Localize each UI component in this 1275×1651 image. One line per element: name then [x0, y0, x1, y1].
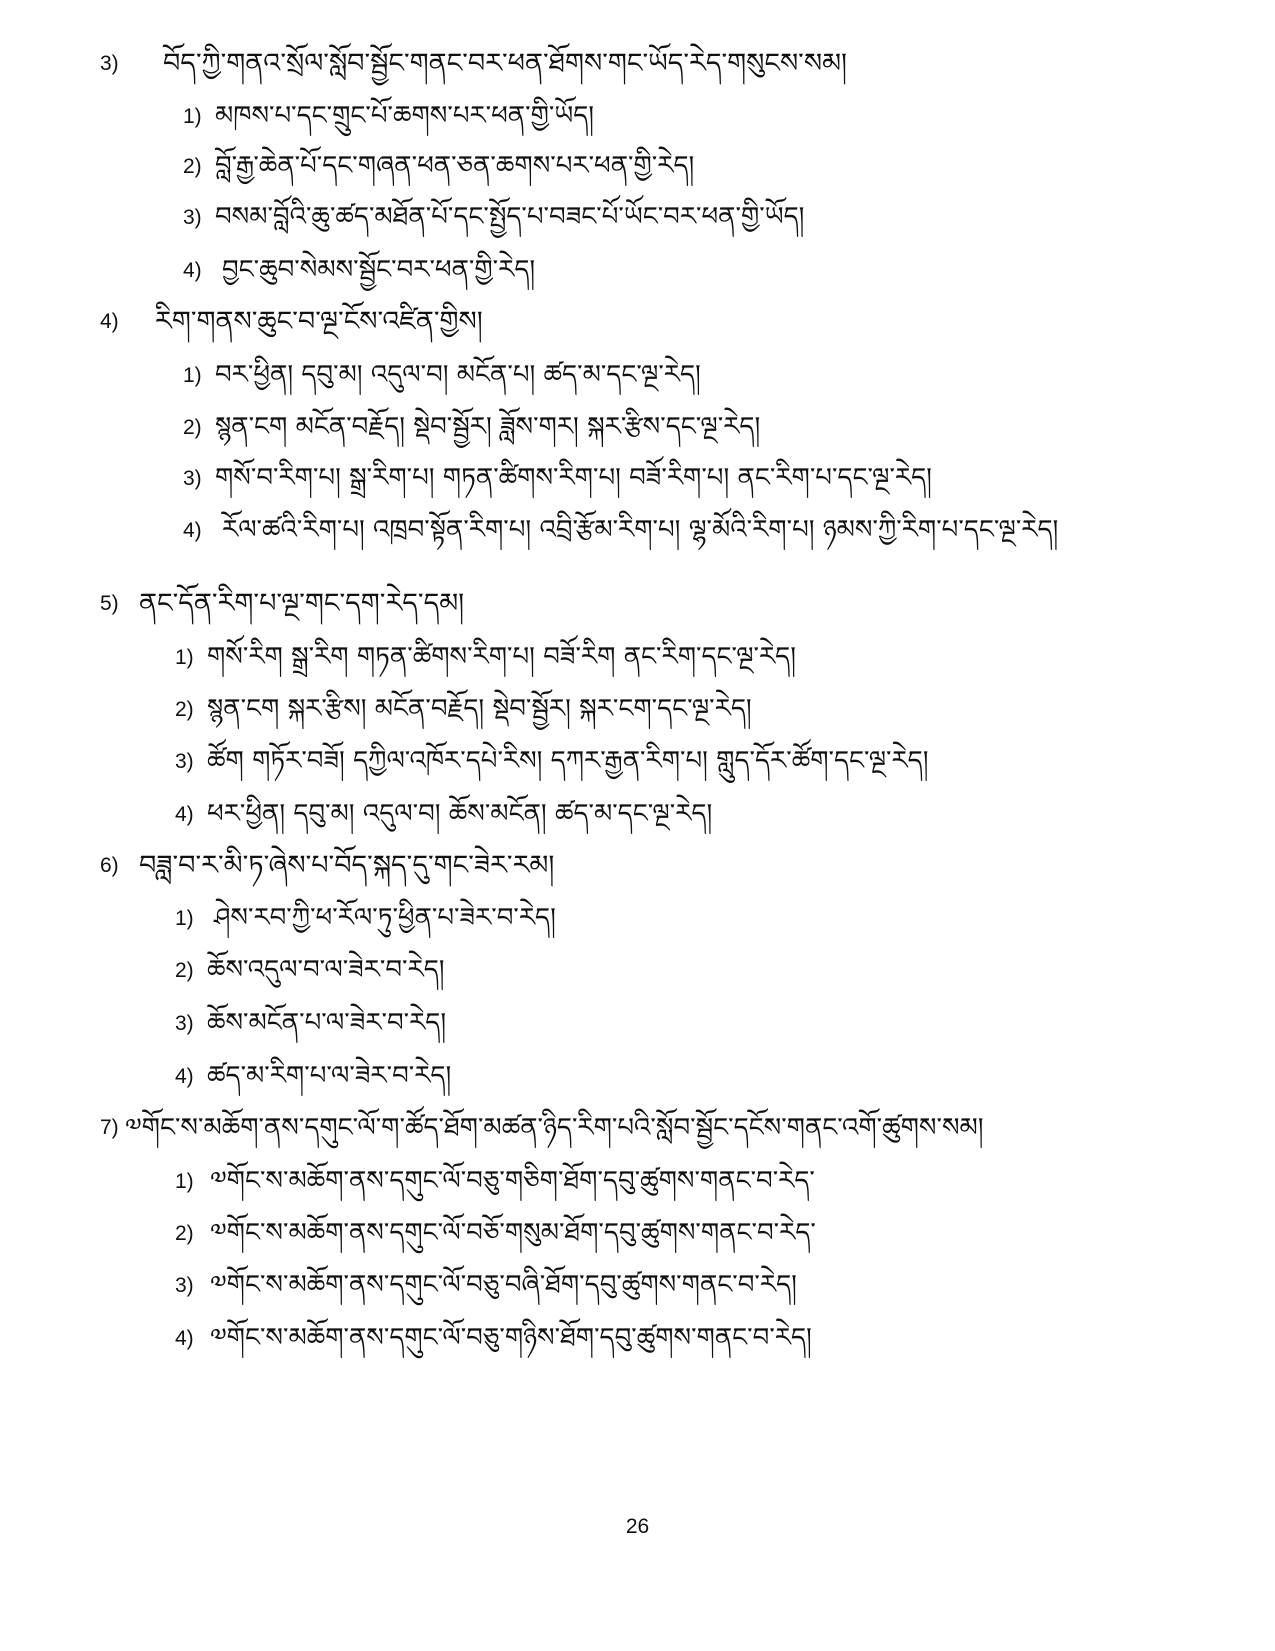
- q3-option-3: [0, 197, 1275, 237]
- question-3: [0, 44, 1275, 84]
- option-number: 1): [175, 907, 194, 930]
- q5-option-4: [0, 794, 1275, 834]
- option-text: མཁས་པ་དང་གྲུང་པོ་ཆགས་པར་ཕན་གྱི་ཡོད།: [215, 101, 595, 131]
- option-text: བྱང་ཆུབ་སེམས་སྦྱོང་བར་ཕན་གྱི་རེད།: [222, 255, 536, 285]
- option-number: 2): [183, 416, 202, 439]
- option-number: 2): [175, 698, 194, 721]
- q6-option-1: [0, 898, 1275, 938]
- option-number: 3): [175, 750, 194, 773]
- option-text: བློ་རྒྱ་ཆེན་པོ་དང་གཞན་ཕན་ཅན་ཆགས་པར་ཕན་གྱི་རེད།: [215, 151, 695, 181]
- option-number: 4): [183, 519, 202, 542]
- q7-option-4: [0, 1318, 1275, 1358]
- option-number: 1): [183, 105, 202, 128]
- option-text: ཤེས་རབ་ཀྱི་ཕ་རོལ་ཏུ་ཕྱིན་པ་ཟེར་བ་རེད།: [214, 903, 556, 933]
- question-number: 5): [100, 592, 119, 615]
- option-text: ཚོག གཏོར་བཟོ། དཀྱིལ་འཁོར་དཔེ་རིས། དཀར་རྒྱན་རིག་པ། གླུད་དོར་ཚོག་དང་ལྔ་རེད།: [207, 746, 929, 776]
- question-7: [0, 1108, 1275, 1148]
- option-text: ༧གོང་ས་མཆོག་ནས་དགུང་ལོ་བཅུ་བཞི་ཐོག་དབུ་ཚུགས་གནང་བ་རེད།: [210, 1270, 797, 1300]
- question-text: རིག་གནས་ཆུང་བ་ལྔ་ངོས་འཛིན་གྱིས།: [155, 306, 483, 337]
- option-number: 1): [183, 364, 202, 387]
- q4-option-4: [0, 510, 1275, 550]
- question-number: 6): [100, 854, 119, 877]
- question-5: [0, 584, 1275, 624]
- option-text: གསོ་བ་རིག་པ། སྒྲ་རིག་པ། གཏན་ཚིགས་རིག་པ། བཟོ་རིག་པ། ནང་རིག་པ་དང་ལྔ་རེད།: [215, 463, 932, 493]
- option-number: 2): [175, 1222, 194, 1245]
- option-number: 3): [175, 1274, 194, 1297]
- question-number: 4): [100, 310, 119, 333]
- option-text: སྙན་ངག སྐར་རྩིས། མངོན་བརྗོད། སྡེབ་སྦྱོར། སྐར་ངག་དང་ལྔ་རེད།: [207, 694, 752, 724]
- option-text: ༧གོང་ས་མཆོག་ནས་དགུང་ལོ་བཅུ་གཉིས་ཐོག་དབུ་ཚུགས་གནང་བ་རེད།: [210, 1323, 812, 1353]
- option-number: 1): [175, 646, 194, 669]
- q7-option-2: [0, 1213, 1275, 1253]
- q5-option-1: [0, 637, 1275, 677]
- option-text: བར་ཕྱིན། དབུ་མ། འདུལ་བ། མངོན་པ། ཚད་མ་དང་ལྔ་རེད།: [215, 360, 701, 390]
- option-text: ཚད་མ་རིག་པ་ལ་ཟེར་བ་རེད།: [207, 1061, 452, 1091]
- option-text: རོལ་ཚའི་རིག་པ། འཁྲབ་སྟོན་རིག་པ། འབྲི་རྩོམ་རིག་པ། ལྷ་མོའི་རིག་པ། ཉམས་ཀྱི་རིག་པ་དང་ལྔ་རེད།: [222, 515, 1059, 545]
- q5-option-2: [0, 689, 1275, 729]
- page-number: 26: [625, 1515, 650, 1538]
- q4-option-2: [0, 407, 1275, 447]
- question-4: [0, 302, 1275, 342]
- question-6: [0, 846, 1275, 886]
- q7-option-3: [0, 1265, 1275, 1305]
- option-number: 4): [183, 259, 202, 282]
- option-text: ཆོས་མངོན་པ་ལ་ཟེར་བ་རེད།: [207, 1008, 447, 1038]
- q3-option-4: [0, 250, 1275, 290]
- option-text: ༧གོང་ས་མཆོག་ནས་དགུང་ལོ་བཅོ་གསུམ་ཐོག་དབུ་ཚུགས་གནང་བ་རེད་: [210, 1218, 816, 1248]
- option-number: 2): [175, 959, 194, 982]
- question-text: ནང་དོན་རིག་པ་ལྔ་གང་དག་རེད་དམ།: [139, 588, 465, 619]
- q5-option-3: [0, 741, 1275, 781]
- q4-option-1: [0, 355, 1275, 395]
- question-number: 7): [100, 1116, 119, 1139]
- option-text: བསམ་བློའི་ཆུ་ཚད་མཐོན་པོ་དང་སྤྱོད་པ་བཟང་པོ་ཡོང་བར་ཕན་གྱི་ཡོད།: [215, 202, 805, 232]
- question-text: ༧གོང་ས་མཆོག་ནས་དགུང་ལོ་ག་ཚོད་ཐོག་མཚན་ཉིད་རིག་པའི་སློབ་སྦྱོང་དངོས་གནང་འགོ་ཚུགས་སམ།: [125, 1113, 984, 1143]
- option-number: 3): [175, 1012, 194, 1035]
- q6-option-2: [0, 950, 1275, 990]
- q7-option-1: [0, 1161, 1275, 1201]
- option-text: གསོ་རིག སྒྲ་རིག གཏན་ཚིགས་རིག་པ། བཟོ་རིག ནང་རིག་དང་ལྔ་རེད།: [207, 642, 796, 672]
- option-text: སྙན་ངག མངོན་བརྗོད། སྡེབ་སྦྱོར། ཟློས་གར། སྐར་རྩིས་དང་ལྔ་རེད།: [215, 412, 761, 442]
- option-number: 4): [175, 803, 194, 826]
- option-text: ཆོས་འདུལ་བ་ལ་ཟེར་བ་རེད།: [207, 955, 445, 985]
- question-text: བོད་ཀྱི་གནའ་སྲོལ་སློབ་སྦྱོང་གནང་བར་ཕན་ཐོགས་གང་ཡོད་རེད་གསུངས་སམ།: [163, 48, 848, 79]
- q3-option-2: [0, 146, 1275, 186]
- q6-option-4: [0, 1056, 1275, 1096]
- question-text: བཟླ་བ་ར་མི་ཏ་ཞེས་པ་བོད་སྐད་དུ་གང་ཟེར་རམ།: [139, 850, 555, 881]
- option-text: ཕར་ཕྱིན། དབུ་མ། འདུལ་བ། ཆོས་མངོན། ཚད་མ་དང་ལྔ་རེད།: [207, 799, 713, 829]
- option-number: 3): [183, 206, 202, 229]
- option-text: ༧གོང་ས་མཆོག་ནས་དགུང་ལོ་བཅུ་གཅིག་ཐོག་དབུ་ཚུགས་གནང་བ་རེད་: [210, 1166, 815, 1196]
- option-number: 2): [183, 155, 202, 178]
- q6-option-3: [0, 1003, 1275, 1043]
- question-number: 3): [100, 52, 119, 75]
- option-number: 1): [175, 1170, 194, 1193]
- option-number: 4): [175, 1327, 194, 1350]
- option-number: 4): [175, 1065, 194, 1088]
- q4-option-3: [0, 458, 1275, 498]
- q3-option-1: [0, 96, 1275, 136]
- option-number: 3): [183, 467, 202, 490]
